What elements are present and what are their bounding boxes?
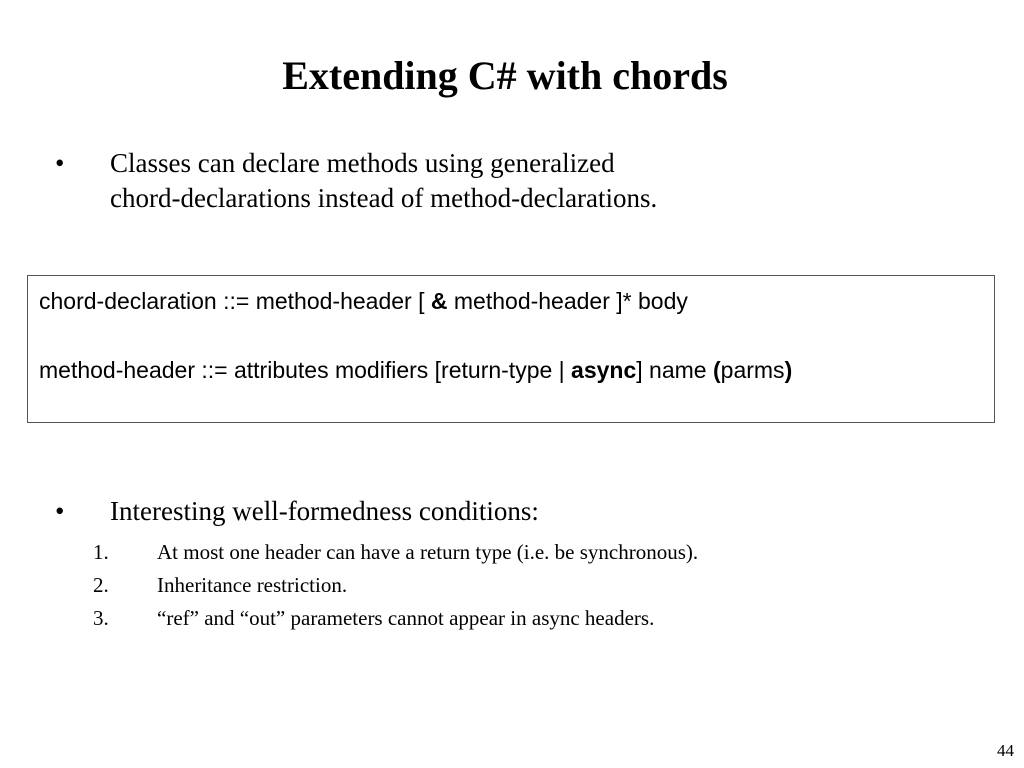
slide-title: Extending C# with chords bbox=[282, 53, 728, 98]
bullet-marker: • bbox=[55, 496, 65, 526]
rule-text: chord-declaration ::= method-header [ bbox=[39, 288, 431, 314]
bullet-text-line-2: chord-declarations instead of method-declarations. bbox=[110, 183, 658, 213]
rule-text: method-header ]* body bbox=[447, 288, 688, 314]
left-paren-token: ( bbox=[712, 357, 721, 383]
list-item-text: “ref” and “out” parameters cannot appear in async headers. bbox=[157, 606, 655, 630]
method-header-rule bbox=[39, 355, 792, 385]
chord-declaration-rule bbox=[39, 286, 688, 316]
list-item-text: Inheritance restriction. bbox=[157, 573, 348, 597]
rule-text: method-header ::= attributes modifiers [return-type | bbox=[39, 357, 572, 383]
list-item-number: 1. bbox=[93, 540, 109, 564]
bullet-text bbox=[110, 146, 657, 216]
parms-text: parms bbox=[720, 357, 785, 383]
page-number: 44 bbox=[997, 741, 1014, 760]
grammar-box bbox=[27, 275, 995, 423]
async-keyword: async bbox=[571, 357, 637, 383]
list-item-text: At most one header can have a return type (i.e. be synchronous). bbox=[157, 540, 699, 564]
list-item-number: 3. bbox=[93, 606, 109, 630]
bullet-text: Interesting well-formedness conditions: bbox=[110, 496, 539, 526]
ampersand-token: & bbox=[430, 288, 448, 314]
list-item-number: 2. bbox=[93, 573, 109, 597]
bullet-marker: • bbox=[55, 148, 65, 178]
rule-text: ] name bbox=[636, 357, 713, 383]
right-paren-token: ) bbox=[784, 357, 793, 383]
bullet-text-line-1: Classes can declare methods using generalized bbox=[110, 148, 615, 178]
